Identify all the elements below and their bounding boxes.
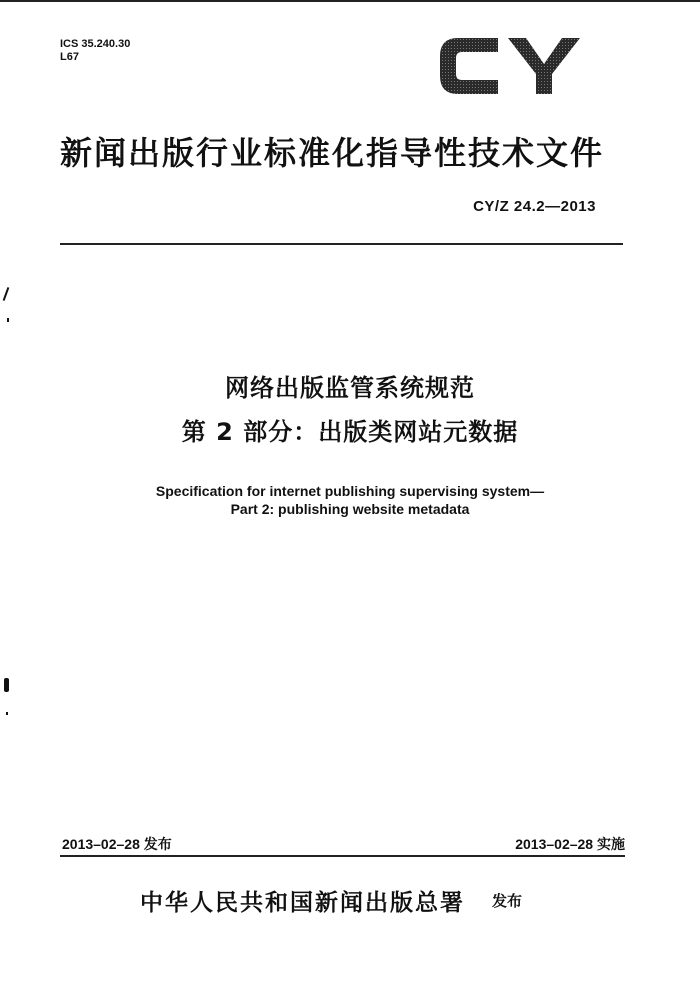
logo-letter-c (440, 38, 498, 94)
bottom-rule (60, 855, 625, 857)
title-line-2: 第 2 部分：出版类网站元数据 (181, 418, 519, 446)
top-border (0, 0, 700, 2)
scan-speck (3, 287, 10, 301)
ics-code: ICS 35.240.30 (60, 38, 131, 50)
scan-speck (7, 318, 9, 322)
english-title-line-1: Specification for internet publishing supervising system— (155, 483, 545, 499)
scan-speck (6, 712, 8, 715)
standard-number: CY/Z 24.2—2013 (473, 198, 596, 215)
english-title-line-2: Part 2: publishing website metadata (230, 501, 470, 517)
scan-speck (4, 678, 9, 692)
logo-letter-y (508, 38, 580, 94)
cy-logo (436, 30, 586, 100)
implement-date: 2013–02–28 实施 (515, 836, 625, 852)
publisher-name: 中华人民共和国新闻出版总署 (140, 889, 465, 916)
publisher-suffix: 发布 (492, 893, 523, 910)
top-rule (60, 243, 623, 245)
series-title: 新闻出版行业标准化指导性技术文件 (60, 134, 605, 172)
title-line-1: 网络出版监管系统规范 (225, 374, 475, 402)
ics-block (60, 38, 130, 64)
classification-code: L67 (60, 51, 79, 63)
issue-date: 2013–02–28 发布 (62, 836, 172, 852)
